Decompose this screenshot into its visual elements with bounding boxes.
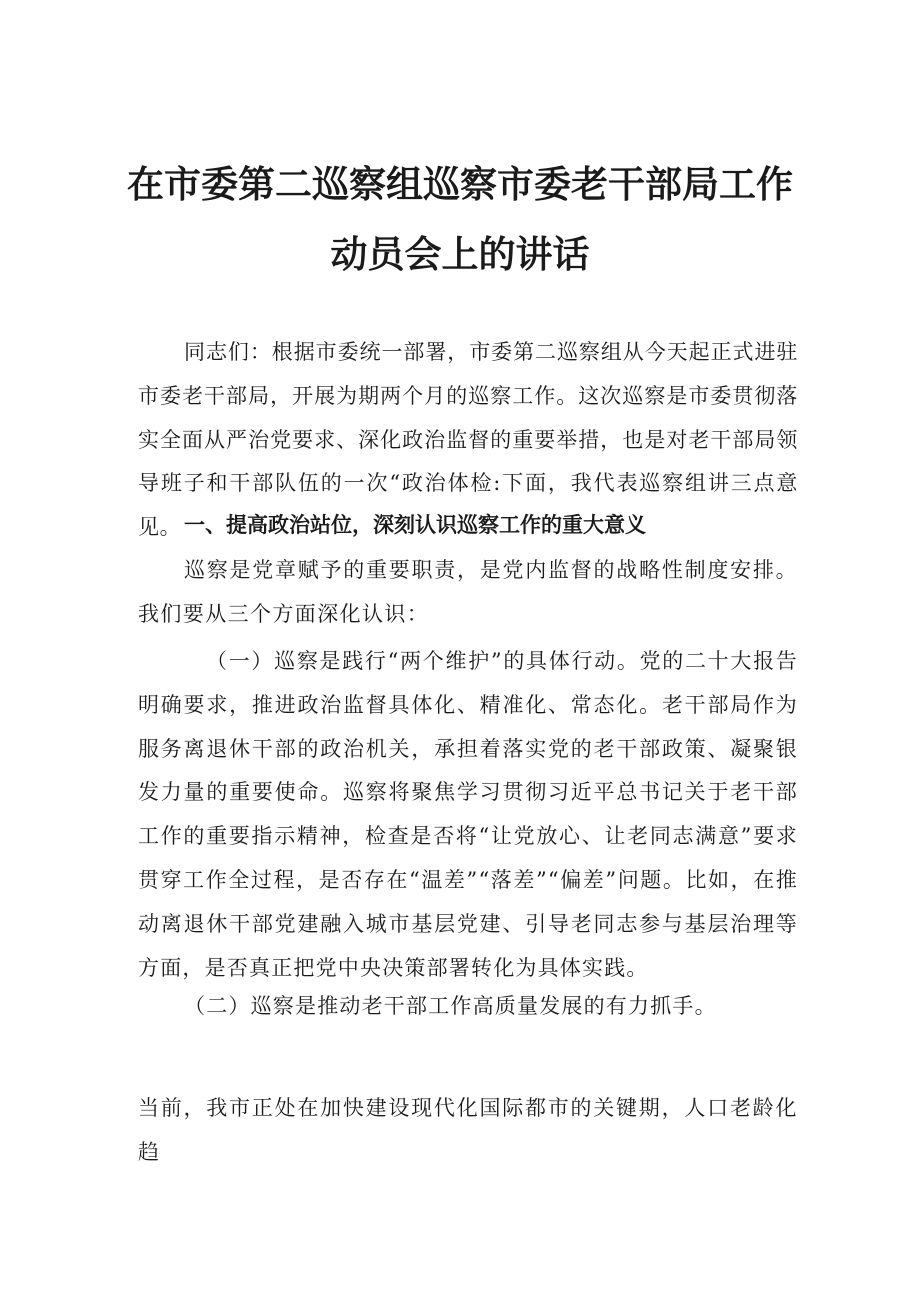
subsection-2-paragraph: 当前，我市正处在加快建设现代化国际都市的关键期，人口老龄化趋 [138,1096,798,1164]
subsection-1-paragraph: （一）巡察是践行“两个维护”的具体行动。党的二十大报告明确要求，推进政治监督具体化、精准化、常态化。老干部局作为服务离退休干部的政治机关，承担着落实党的老干部政策、凝聚银发力量的重要使命。巡察将聚焦学习贯彻习近平总书记关于老干部工作的重要指示精神，检查是否将“让党放心、让老同志满意”要求贯穿工作全过程，是否存在“温差”“落差”“偏差”问题。比如，在推动离退休干部党建融入城市基层党建、引导老同志参与基层治理等方面，是否真正把党中央决策部署转化为具体实践。 [138,649,798,980]
section-heading-1: 一、提高政治站位，深刻认识巡察工作的重大意义 [184,513,646,537]
subsection-2-heading: （二）巡察是推动老干部工作高质量发展的有力抓手。 [184,994,717,1018]
section-1-paragraph: 巡察是党章赋予的重要职责，是党内监督的战略性制度安排。我们要从三个方面深化认识： [138,558,798,626]
document-title-line-2: 动员会上的讲话 [330,233,590,276]
intro-paragraph: 同志们：根据市委统一部署，市委第二巡察组从今天起正式进驻市委老干部局，开展为期两个月的巡察工作。这次巡察是市委贯彻落实全面从严治党要求、深化政治监督的重要举措，也是对老干部局领导班子和干部队伍的一次“政治体检:下面，我代表巡察组讲三点意见。 [138,340,798,540]
document-title-line-1: 在市委第二巡察组巡察市委老干部局工作 [127,163,793,206]
